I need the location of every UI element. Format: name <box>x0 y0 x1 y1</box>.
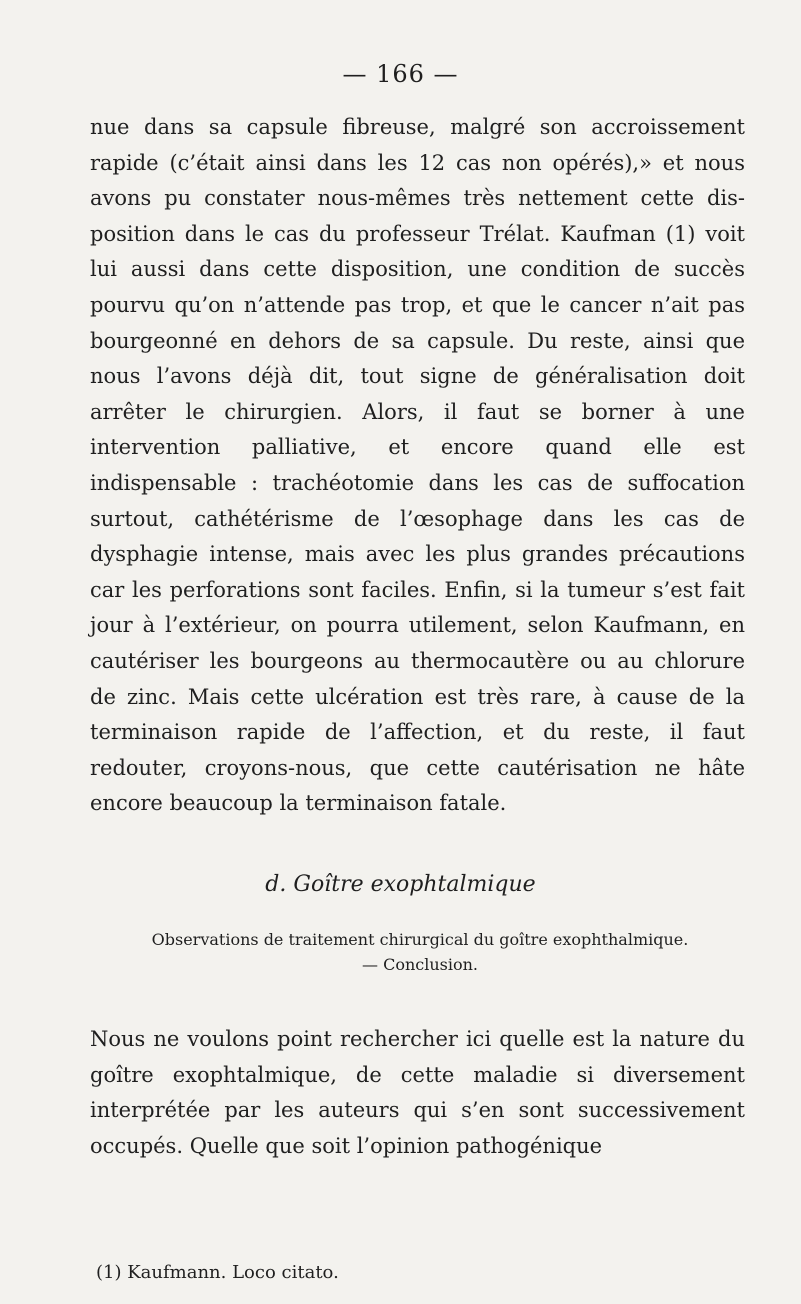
body-paragraph-1: nue dans sa capsule fibreuse, malgré son accroissement rapide (c’était ainsi dans les 12 cas non opérés),» et nous avons pu constater nous-mêmes très nettement cette disposition dans le cas du professeur Trélat. Kaufman (1) voit lui aussi dans cette disposition, une condition de succès pourvu qu’on n’attende pas trop, et que le cancer n’ait pas bourgeonné en dehors de sa capsule. Du reste, ainsi que nous l’avons déjà dit, tout signe de généralisation doit arrêter le chirurgien. Alors, il faut se borner à une intervention palliative, et encore quand elle est indispensable : trachéotomie dans les cas de suffocation surtout, cathétérisme de l’œsophage dans les cas de dysphagie intense, mais avec les plus grandes précautions car les perforations sont faciles. Enfin, si la tumeur s’est fait jour à l’extérieur, on pourra utilement, selon Kaufmann, en cautériser les bourgeons au thermocautère ou au chlorure de zinc. Mais cette ulcération est très rare, à cause de la terminaison rapide de l’affection, et du reste, il faut redouter, croyons-nous, que cette cautérisation ne hâte encore beaucoup la terminaison fatale. <box>90 115 745 816</box>
footnote: (1) Kaufmann. Loco citato. <box>96 1262 339 1283</box>
page-number: — 166 — <box>342 60 459 88</box>
body-paragraph-2: Nous ne voulons point rechercher ici quelle est la nature du goître exophtalmique, de cette maladie si diversement interprétée par les auteurs qui s’en sont successivement occupés. Quelle que soit l’opinion pathogénique <box>90 1027 745 1158</box>
section-summary: Observations de traitement chirurgical du goître exophthalmique. — Conclusion. <box>151 930 689 974</box>
section-title: d. Goître exophtalmique <box>265 872 536 897</box>
